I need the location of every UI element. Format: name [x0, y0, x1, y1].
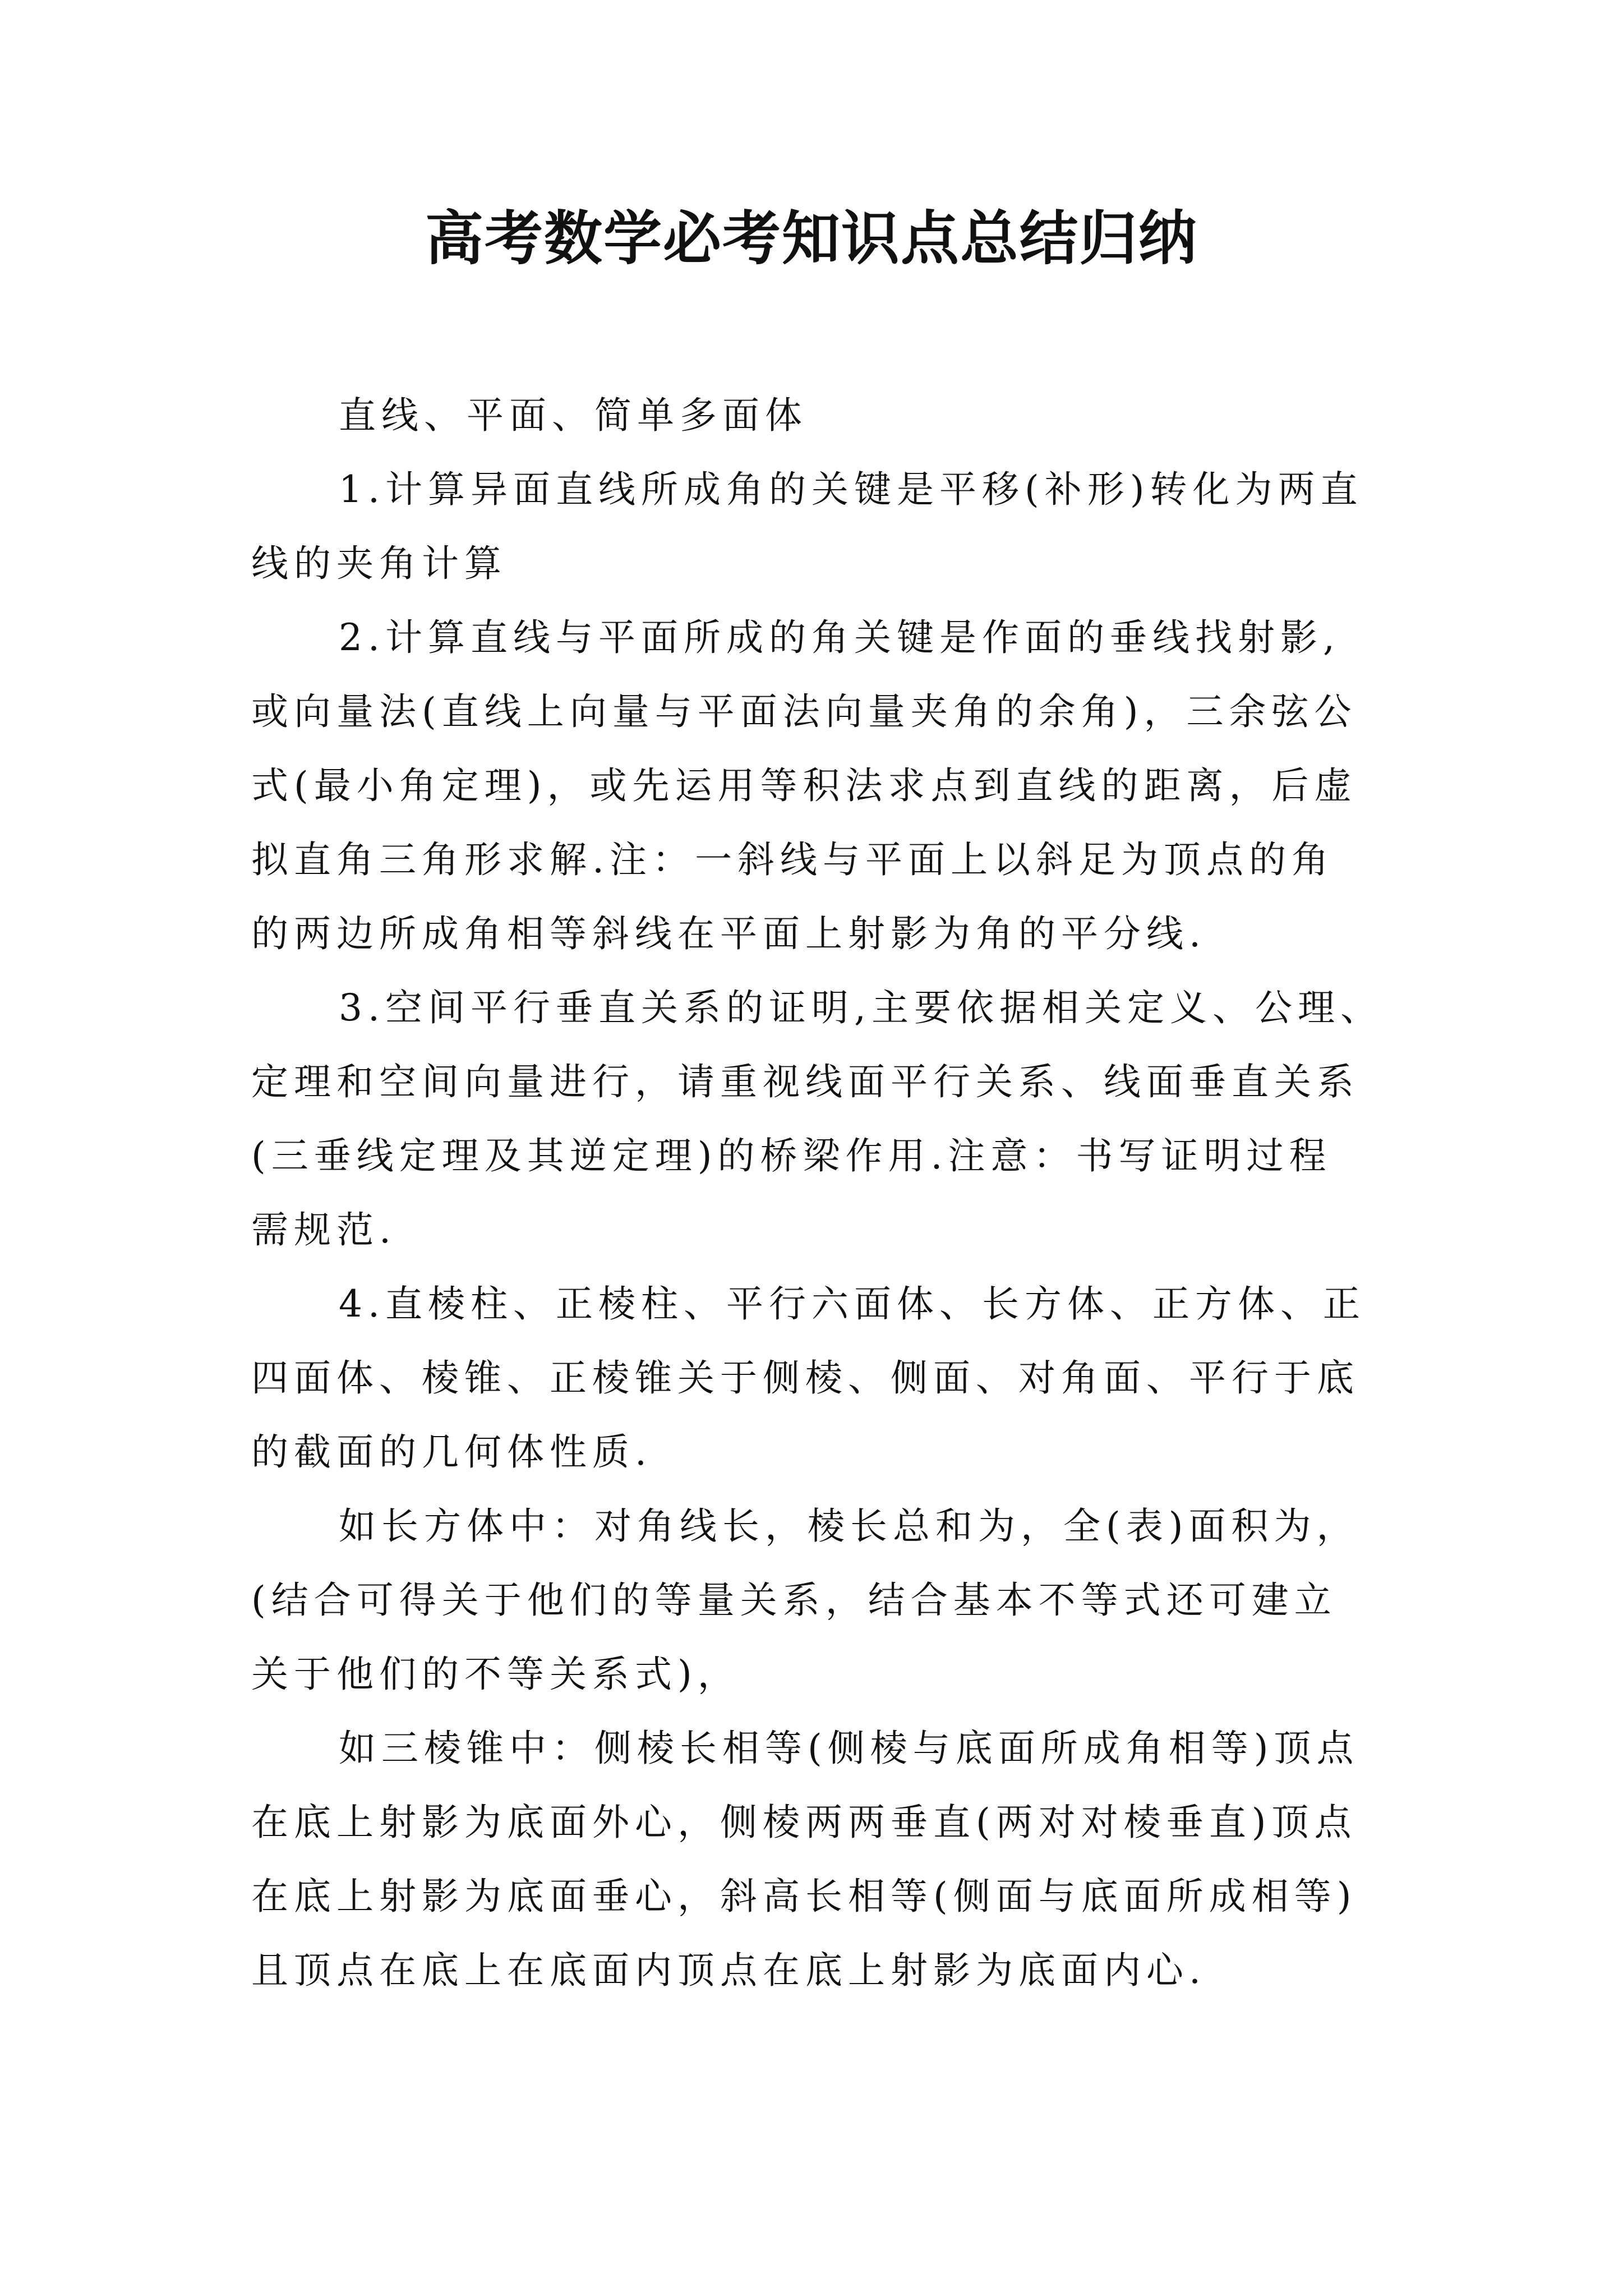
paragraph-line: 需规范. — [251, 1208, 396, 1251]
paragraph-line: 式(最小角定理)，或先运用等积法求点到直线的距离，后虚 — [251, 764, 1357, 807]
paragraph-line: 在底上射影为底面外心，侧棱两两垂直(两对对棱垂直)顶点 — [251, 1801, 1357, 1844]
document-body — [251, 379, 1383, 2008]
paragraph-line: 如三棱锥中：侧棱长相等(侧棱与底面所成角相等)顶点 — [339, 1727, 1359, 1770]
paragraph-line: 定理和空间向量进行，请重视线面平行关系、线面垂直关系 — [251, 1060, 1359, 1103]
paragraph-line: 3.空间平行垂直关系的证明,主要依据相关定义、公理、 — [339, 986, 1383, 1029]
paragraph-line: 在底上射影为底面垂心，斜高长相等(侧面与底面所成相等) — [251, 1875, 1357, 1918]
paragraph-line: 四面体、棱锥、正棱锥关于侧棱、侧面、对角面、平行于底 — [251, 1356, 1359, 1400]
paragraph-line: 的两边所成角相等斜线在平面上射影为角的平分线. — [251, 912, 1206, 955]
paragraph-line: 线的夹角计算 — [251, 542, 507, 585]
section-heading: 直线、平面、简单多面体 — [339, 394, 808, 437]
paragraph-line: 4.直棱柱、正棱柱、平行六面体、长方体、正方体、正 — [339, 1282, 1366, 1326]
document-title: 高考数学必考知识点总结归纳 — [425, 204, 1198, 273]
paragraph-line: (三垂线定理及其逆定理)的桥梁作用.注意：书写证明过程 — [251, 1134, 1332, 1177]
paragraph-line: 如长方体中：对角线长，棱长总和为，全(表)面积为， — [339, 1504, 1359, 1548]
paragraph-line: 或向量法(直线上向量与平面法向量夹角的余角)，三余弦公 — [251, 690, 1357, 733]
paragraph-line: (结合可得关于他们的等量关系，结合基本不等式还可建立 — [251, 1579, 1337, 1622]
paragraph-line: 的截面的几何体性质. — [251, 1430, 652, 1474]
paragraph-line: 拟直角三角形求解.注：一斜线与平面上以斜足为顶点的角 — [251, 838, 1334, 881]
paragraph-line: 1.计算异面直线所成角的关键是平移(补形)转化为两直 — [339, 468, 1363, 511]
paragraph-line: 且顶点在底上在底面内顶点在底上射影为底面内心. — [251, 1949, 1206, 1992]
paragraph-line: 2.计算直线与平面所成的角关键是作面的垂线找射影, — [339, 616, 1340, 659]
paragraph-line: 关于他们的不等关系式)， — [251, 1653, 740, 1696]
